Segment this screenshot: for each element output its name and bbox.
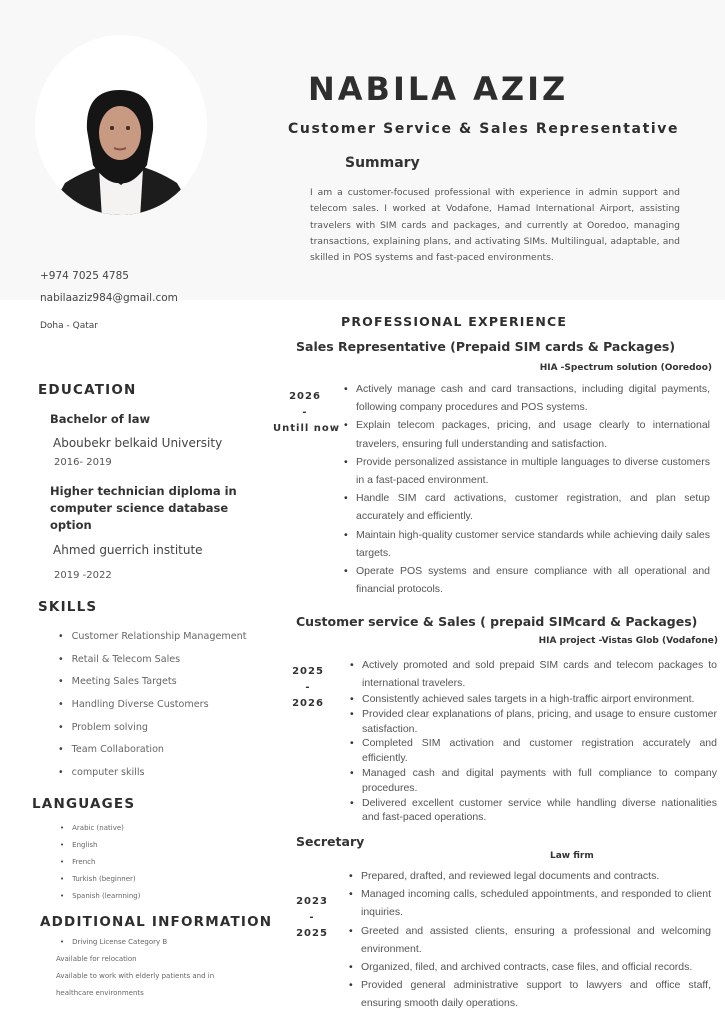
date-to: Untill now <box>273 423 341 434</box>
skills-heading: SKILLS <box>38 599 98 615</box>
additional-item: • Driving License Category B <box>60 938 167 946</box>
language-item: • French <box>60 858 140 875</box>
job-bullet: • Managed cash and digital payments with full compliance to company procedures. <box>350 766 717 796</box>
job-dates <box>280 894 344 942</box>
job-dates <box>276 664 340 712</box>
skills-list <box>58 631 246 790</box>
job-bullets <box>350 656 717 825</box>
contact-phone: +974 7025 4785 <box>40 270 129 282</box>
skill-item: • Customer Relationship Management <box>58 631 246 654</box>
summary-heading: Summary <box>345 155 420 171</box>
job-bullet: • Consistently achieved sales targets in a high-traffic airport environment. <box>350 692 717 707</box>
job-bullet: • Greeted and assisted clients, ensuring a professional and welcoming environment. <box>349 922 711 958</box>
date-from: 2023 <box>296 896 328 907</box>
education-heading: EDUCATION <box>38 382 137 398</box>
job-bullet: • Prepared, drafted, and reviewed legal documents and contracts. <box>349 867 711 885</box>
languages-heading: LANGUAGES <box>32 796 136 812</box>
summary-text: I am a customer-focused professional with experience in admin support and telecom sales. I worked at Vodafone, Hamad International Airport, assisting travelers with SIM cards and packages, and currently at Ooredoo, managing transactions, explaining plans, and activating SIMs. Multilingual, adaptable, and skilled in POS systems and fast-paced environments. <box>310 187 680 264</box>
job-company: Law firm <box>550 851 594 861</box>
additional-line: Available for relocation <box>56 955 137 963</box>
job-bullet: • Handle SIM card activations, customer registration, and plan setup accurately and efficiently. <box>344 489 710 525</box>
job-company: HIA project -Vistas Glob (Vodafone) <box>538 636 718 646</box>
job-bullet: • Managed incoming calls, scheduled appointments, and responded to client inquiries. <box>349 885 711 921</box>
job-bullet: • Provided clear explanations of plans, pricing, and usage to ensure customer satisfaction. <box>350 707 717 737</box>
language-item: • Turkish (beginner) <box>60 875 140 892</box>
language-item: • Spanish (learnning) <box>60 892 140 909</box>
profile-photo <box>35 35 207 215</box>
education-dates: 2019 -2022 <box>54 570 112 581</box>
job-bullet: • Maintain high-quality customer service standards while achieving daily sales targets. <box>344 526 710 562</box>
skill-item: • computer skills <box>58 767 246 790</box>
education-school: Aboubekr belkaid University <box>53 436 223 450</box>
additional-line: Available to work with elderly patients and in <box>56 972 215 980</box>
education-degree: Bachelor of law <box>50 412 151 426</box>
skill-item: • Meeting Sales Targets <box>58 676 246 699</box>
job-bullet: • Delivered excellent customer service while handling diverse nationalities and fast-paced operations. <box>350 796 717 826</box>
date-separator: - <box>305 682 311 693</box>
date-to: 2026 <box>292 698 324 709</box>
language-item: • Arabic (native) <box>60 824 140 841</box>
experience-heading: PROFESSIONAL EXPERIENCE <box>341 314 568 329</box>
date-separator: - <box>302 407 308 418</box>
job-bullet: • Organized, filed, and archived contracts, case files, and official records. <box>349 958 711 976</box>
date-separator: - <box>309 912 315 923</box>
job-company: HIA -Spectrum solution (Ooredoo) <box>539 363 712 373</box>
job-bullet: • Operate POS systems and ensure compliance with all operational and financial protocols. <box>344 562 710 598</box>
contact-location: Doha - Qatar <box>40 321 98 331</box>
skill-item: • Problem solving <box>58 722 246 745</box>
additional-heading: ADDITIONAL INFORMATION <box>40 914 273 930</box>
job-title: Customer Service & Sales Representative <box>288 121 680 137</box>
job-title: Customer service & Sales ( prepaid SIMcard & Packages) <box>296 614 698 629</box>
job-bullet: • Completed SIM activation and customer registration accurately and efficiently. <box>350 736 717 766</box>
job-bullet: • Provide personalized assistance in multiple languages to diverse customers in a fast-paced environment. <box>344 453 710 489</box>
date-from: 2025 <box>292 666 324 677</box>
job-title: Sales Representative (Prepaid SIM cards & Packages) <box>296 339 676 354</box>
education-dates: 2016- 2019 <box>54 457 112 468</box>
job-bullet: • Actively promoted and sold prepaid SIM cards and telecom packages to international travelers. <box>350 656 717 692</box>
job-title: Secretary <box>296 834 365 849</box>
skill-item: • Retail & Telecom Sales <box>58 654 246 677</box>
additional-line: healthcare environments <box>56 989 144 997</box>
skill-item: • Team Collaboration <box>58 744 246 767</box>
skill-item: • Handling Diverse Customers <box>58 699 246 722</box>
job-bullets <box>344 380 710 598</box>
date-to: 2025 <box>296 928 328 939</box>
job-bullet: • Provided general administrative support to lawyers and office staff, ensuring smooth daily operations. <box>349 976 711 1012</box>
contact-email: nabilaaziz984@gmail.com <box>40 292 178 304</box>
date-from: 2026 <box>289 391 321 402</box>
education-degree: Higher technician diploma in computer science database option <box>50 484 237 532</box>
job-bullets <box>349 867 711 1013</box>
job-bullet: • Actively manage cash and card transactions, including digital payments, following company procedures and POS systems. <box>344 380 710 416</box>
education-school: Ahmed guerrich institute <box>53 543 203 557</box>
job-dates <box>273 389 341 437</box>
candidate-name: NABILA AZIZ <box>308 70 569 108</box>
language-item: • English <box>60 841 140 858</box>
additional-list <box>60 938 167 946</box>
languages-list <box>60 824 140 909</box>
job-bullet: • Explain telecom packages, pricing, and usage clearly to international travelers, ensuring full understanding and satisfaction. <box>344 416 710 452</box>
